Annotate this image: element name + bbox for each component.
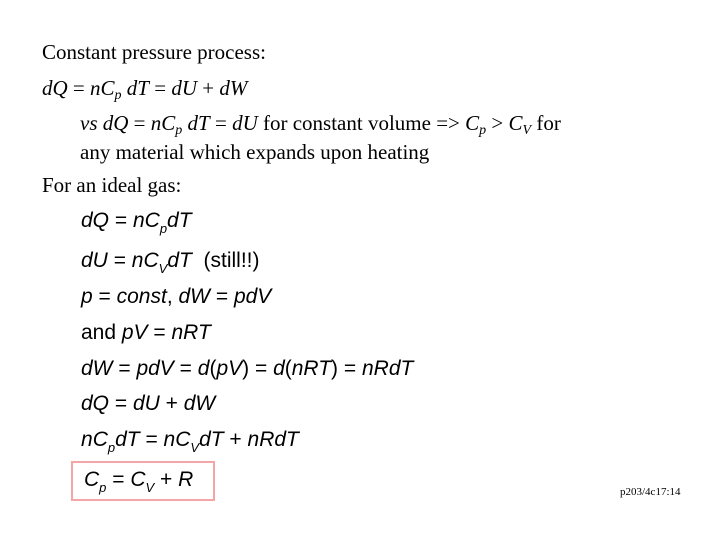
slide-footer: p203/4c17:14 — [620, 486, 681, 498]
equation-du: dU = $nC_VdT$ (still!!) — [81, 249, 260, 276]
equation-line-constant-pressure: dQ = $nC_p$ dT = dU + dW — [42, 76, 248, 103]
equation-dw: dW = pdV = d(pV) = d(nRT) = nRdT — [81, 357, 414, 380]
equation-first-law: dQ = dU + dW — [81, 392, 216, 415]
equation-dq: dQ = $nC_pdT$ — [81, 209, 192, 236]
heading: Constant pressure process: — [42, 40, 266, 64]
equation-p-const: p = const, dW = pdV — [81, 285, 272, 308]
equation-pv-nrt: and pV = nRT — [81, 321, 211, 344]
ideal-gas-heading: For an ideal gas: — [42, 173, 182, 197]
equation-ncp-sum: $nC_pdT = nC_VdT$ + nRdT — [81, 428, 299, 455]
text-line-expands: any material which expands upon heating — [80, 140, 430, 164]
equation-mayer-relation: $C_p = C_V + R$ — [84, 468, 194, 495]
equation-line-constant-volume: vs dQ = $nC_p$ dT = dU for constant volume => $C_p > C_V$ for — [80, 111, 561, 138]
